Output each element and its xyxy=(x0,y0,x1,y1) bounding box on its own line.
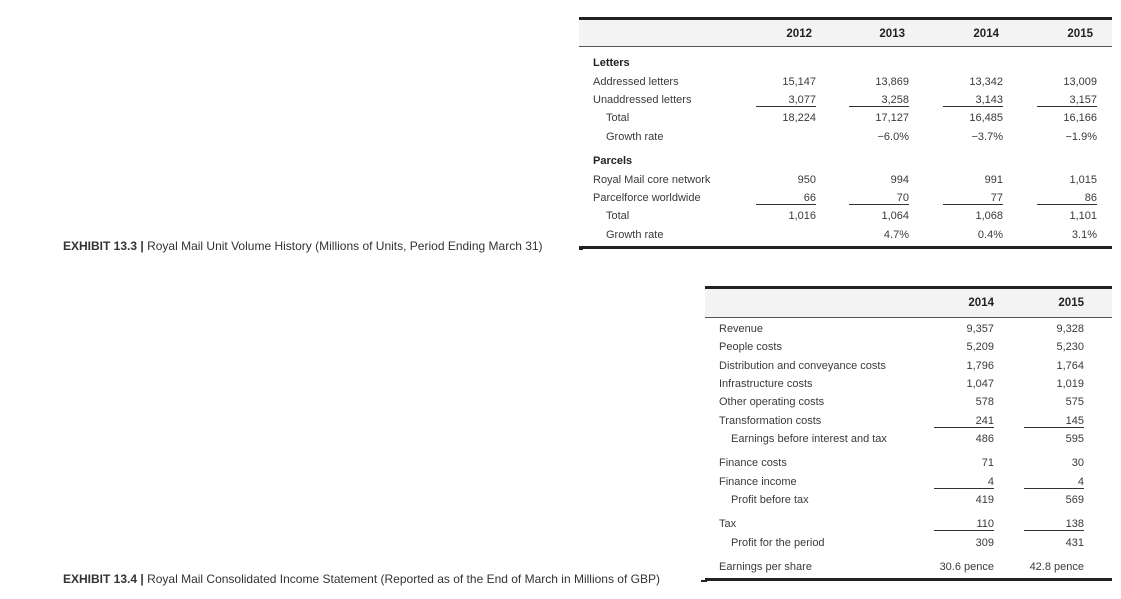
caption-text: Royal Mail Unit Volume History (Millions of Units, Period Ending March 31) xyxy=(147,239,543,253)
caption-label: EXHIBIT 13.4 | xyxy=(63,572,144,586)
year-header: 2014 xyxy=(973,28,999,40)
cell: 9,328 xyxy=(1056,323,1084,335)
bottom-rule xyxy=(579,246,1112,249)
cell: 3,143 xyxy=(943,94,1003,107)
exhibit-13-4-caption xyxy=(63,572,660,586)
cell: −1.9% xyxy=(1065,131,1097,143)
row-label: Finance costs xyxy=(719,457,787,469)
cell: 3,258 xyxy=(849,94,909,107)
cell: 13,342 xyxy=(969,76,1003,88)
cell: 1,019 xyxy=(1056,378,1084,390)
row-label: Other operating costs xyxy=(719,396,825,408)
cell: 145 xyxy=(1024,415,1084,428)
cell: 1,016 xyxy=(788,210,816,222)
row-label: Profit for the period xyxy=(731,537,825,549)
row-label: Total xyxy=(606,112,630,124)
cell: 431 xyxy=(1065,537,1084,549)
row-label: Earnings per share xyxy=(719,561,812,573)
cell: 241 xyxy=(934,415,994,428)
cell: 419 xyxy=(975,494,994,506)
row-label: Royal Mail core network xyxy=(593,174,711,186)
section-title-parcels: Parcels xyxy=(593,155,633,167)
caption-label: EXHIBIT 13.3 | xyxy=(63,239,144,253)
cell: 1,068 xyxy=(975,210,1003,222)
cell: 138 xyxy=(1024,518,1084,531)
cell: 15,147 xyxy=(782,76,816,88)
year-header: 2015 xyxy=(1058,297,1084,309)
row-label: Total xyxy=(606,210,630,222)
caption-connector xyxy=(701,580,707,582)
cell: 1,047 xyxy=(966,378,994,390)
row-label: Tax xyxy=(719,518,737,530)
cell: 110 xyxy=(934,518,994,531)
bottom-rule xyxy=(705,578,1112,581)
cell: 994 xyxy=(890,174,909,186)
row-label: Growth rate xyxy=(606,131,664,143)
year-header: 2014 xyxy=(968,297,994,309)
row-label: Finance income xyxy=(719,476,797,488)
cell: 30.6 pence xyxy=(939,561,994,573)
cell: 71 xyxy=(981,457,994,469)
row-label: Profit before tax xyxy=(731,494,809,506)
cell: 1,064 xyxy=(881,210,909,222)
cell: 4 xyxy=(1024,476,1084,489)
cell: 5,230 xyxy=(1056,341,1084,353)
cell: 18,224 xyxy=(782,112,816,124)
caption-text: Royal Mail Consolidated Income Statement (Reported as of the End of March in Millions of GBP) xyxy=(147,572,660,586)
cell: 1,101 xyxy=(1069,210,1097,222)
cell: 595 xyxy=(1065,433,1084,445)
cell: 1,764 xyxy=(1056,360,1084,372)
row-label: Infrastructure costs xyxy=(719,378,813,390)
year-header: 2012 xyxy=(786,28,812,40)
section-title-letters: Letters xyxy=(593,57,630,69)
row-label: People costs xyxy=(719,341,782,353)
cell: 86 xyxy=(1037,192,1097,205)
cell: 66 xyxy=(756,192,816,205)
cell: 30 xyxy=(1071,457,1084,469)
cell: 0.4% xyxy=(977,229,1003,241)
header-rule xyxy=(579,46,1112,47)
cell: 17,127 xyxy=(875,112,909,124)
cell: 16,166 xyxy=(1063,112,1097,124)
cell: 486 xyxy=(975,433,994,445)
cell: 42.8 pence xyxy=(1029,561,1084,573)
cell: 4.7% xyxy=(883,229,909,241)
row-label: Transformation costs xyxy=(719,415,822,427)
cell: 16,485 xyxy=(969,112,1003,124)
caption-connector xyxy=(579,248,583,250)
cell: 5,209 xyxy=(966,341,994,353)
cell: 13,869 xyxy=(875,76,909,88)
cell: 950 xyxy=(797,174,816,186)
row-label: Addressed letters xyxy=(593,76,679,88)
cell: 991 xyxy=(984,174,1003,186)
row-label: Growth rate xyxy=(606,229,664,241)
row-label: Unaddressed letters xyxy=(593,94,692,106)
row-label: Distribution and conveyance costs xyxy=(719,360,886,372)
cell: 1,015 xyxy=(1069,174,1097,186)
row-label: Earnings before interest and tax xyxy=(731,433,887,445)
row-label: Parcelforce worldwide xyxy=(593,192,701,204)
exhibit-13-3-caption xyxy=(63,239,543,253)
year-header: 2015 xyxy=(1067,28,1093,40)
cell: 3,077 xyxy=(756,94,816,107)
cell: 309 xyxy=(975,537,994,549)
cell: 70 xyxy=(849,192,909,205)
cell: 3.1% xyxy=(1071,229,1097,241)
cell: 575 xyxy=(1065,396,1084,408)
cell: 4 xyxy=(934,476,994,489)
row-label: Revenue xyxy=(719,323,764,335)
cell: −6.0% xyxy=(877,131,909,143)
cell: 3,157 xyxy=(1037,94,1097,107)
cell: 13,009 xyxy=(1063,76,1097,88)
cell: 77 xyxy=(943,192,1003,205)
cell: 1,796 xyxy=(966,360,994,372)
cell: 569 xyxy=(1065,494,1084,506)
cell: −3.7% xyxy=(971,131,1003,143)
cell: 9,357 xyxy=(966,323,994,335)
header-rule xyxy=(705,317,1112,318)
year-header: 2013 xyxy=(879,28,905,40)
cell: 578 xyxy=(975,396,994,408)
